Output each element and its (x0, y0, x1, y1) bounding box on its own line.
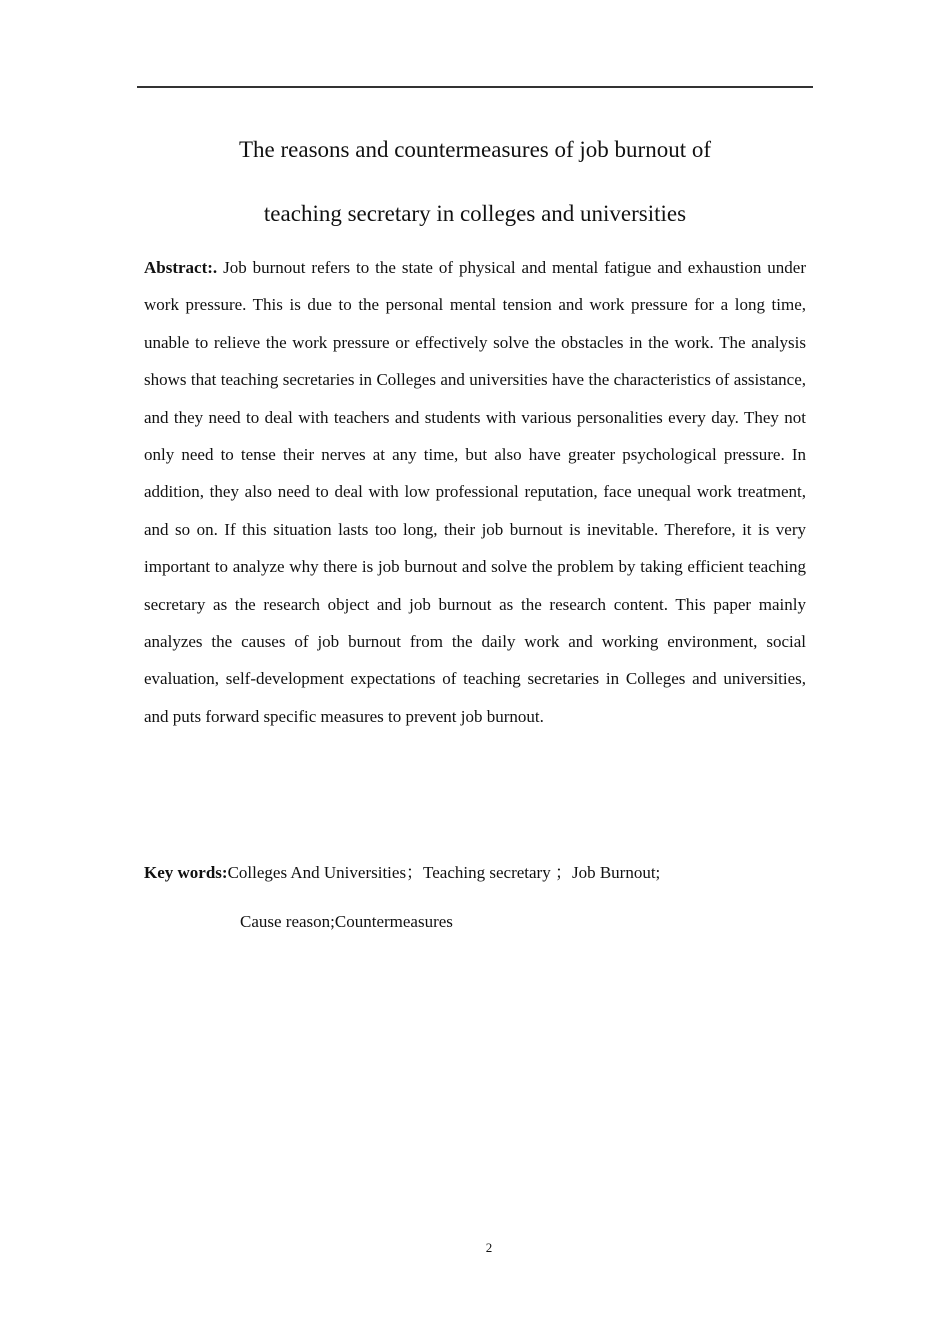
abstract-label: Abstract:. (144, 258, 218, 277)
title-line-1: The reasons and countermeasures of job burnout of (239, 137, 711, 162)
abstract-paragraph (144, 249, 806, 735)
keywords-text: Colleges And Universities；Teaching secretary ；Job Burnout; (227, 863, 661, 882)
keywords-label: Key words: (144, 863, 228, 882)
abstract-text: Job burnout refers to the state of physical and mental fatigue and exhaustion under work pressure. This is due to the personal mental tension and work pressure for a long time, unable to relieve the work pressure or effectively solve the obstacles in the work. The analysis shows that teaching secretaries in Colleges and universities have the characteristics of assistance, and they need to deal with teachers and students with various personalities every day. They not only need to tense their nerves at any time, but also have greater psychological pressure. In addition, they also need to deal with low professional reputation, face unequal work treatment, and so on. If this situation lasts too long, their job burnout is inevitable. Therefore, it is very important to analyze why there is job burnout and solve the problem by taking efficient teaching secretary as the research object and job burnout as the research content. This paper mainly analyzes the causes of job burnout from the daily work and working environment, social evaluation, self-development expectations of teaching secretaries in Colleges and universities, and puts forward specific measures to prevent job burnout. (144, 258, 806, 726)
title-line-2: teaching secretary in colleges and universities (263, 201, 687, 226)
header-rule (137, 86, 813, 88)
keywords-line-1 (144, 859, 806, 887)
keywords-line-2: Cause reason;Countermeasures (240, 912, 453, 931)
page-number: 2 (485, 1240, 493, 1255)
